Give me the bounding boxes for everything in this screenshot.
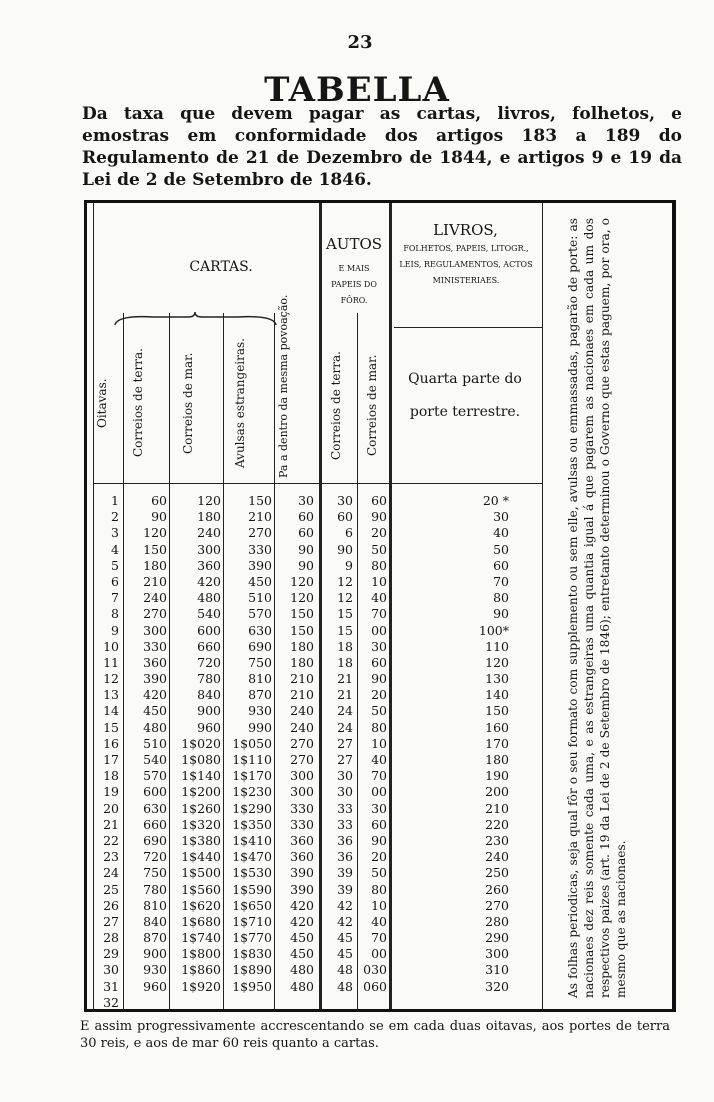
group-livros-sub: FOLHETOS, PAPEIS, LITOGR., LEIS, REGULAMENTOS, ACTOS MINISTERIAES. <box>399 244 533 285</box>
cell-dentro-9: 150 <box>290 622 314 638</box>
cell-dentro-30: 480 <box>290 962 314 978</box>
cell-avulsas-2: 210 <box>248 509 272 525</box>
cell-oitavas-18: 18 <box>103 768 119 784</box>
cell-mar-20: 1$260 <box>181 800 221 816</box>
cell-avulsas-29: 1$830 <box>232 946 272 962</box>
column-oitavas <box>95 493 119 1011</box>
cell-dentro-12: 210 <box>290 671 314 687</box>
cell-mar-15: 960 <box>197 719 221 735</box>
cell-mar-22: 1$380 <box>181 832 221 848</box>
cell-mar-1: 120 <box>197 493 221 508</box>
cell-dentro-19: 300 <box>290 784 314 800</box>
cell-mar-16: 1$020 <box>181 735 221 751</box>
cell-dentro-10: 180 <box>290 638 314 654</box>
cell-oitavas-5: 5 <box>111 557 119 573</box>
cell-oitavas-1: 1 <box>111 493 119 508</box>
cell-mar-32 <box>171 995 221 1011</box>
cell-livros-30: 310 <box>485 962 509 978</box>
column-autos-mar <box>359 493 387 1011</box>
cell-avulsas-5: 390 <box>248 557 272 573</box>
cell-dentro-20: 330 <box>290 800 314 816</box>
cell-mar-30: 1$860 <box>181 962 221 978</box>
cell-autos-terra-16: 27 <box>337 735 353 751</box>
cell-terra-16: 510 <box>143 735 167 751</box>
cell-oitavas-20: 20 <box>103 800 119 816</box>
cell-avulsas-28: 1$770 <box>232 930 272 946</box>
cell-terra-1: 60 <box>151 493 167 508</box>
cell-autos-mar-2: 90 <box>371 509 387 525</box>
column-autos-terra <box>323 493 353 1011</box>
cell-autos-terra-10: 18 <box>337 638 353 654</box>
cell-autos-mar-31: 060 <box>363 978 387 994</box>
cell-oitavas-28: 28 <box>103 930 119 946</box>
cell-avulsas-20: 1$290 <box>232 800 272 816</box>
cell-mar-4: 300 <box>197 541 221 557</box>
cell-oitavas-10: 10 <box>103 638 119 654</box>
cell-dentro-11: 180 <box>290 654 314 670</box>
cell-dentro-21: 330 <box>290 816 314 832</box>
cell-avulsas-16: 1$050 <box>232 735 272 751</box>
cell-terra-27: 840 <box>143 913 167 929</box>
cell-livros-15: 160 <box>485 719 509 735</box>
cell-autos-mar-24: 50 <box>371 865 387 881</box>
cell-autos-terra-23: 36 <box>337 849 353 865</box>
cell-mar-19: 1$200 <box>181 784 221 800</box>
cell-autos-terra-11: 18 <box>337 654 353 670</box>
cell-livros-6: 70 <box>493 573 509 589</box>
cell-livros-22: 230 <box>485 832 509 848</box>
cell-autos-terra-27: 42 <box>337 913 353 929</box>
cell-avulsas-1: 150 <box>248 493 272 508</box>
cell-mar-26: 1$620 <box>181 897 221 913</box>
cell-oitavas-32: 32 <box>103 994 119 1010</box>
cell-autos-terra-8: 15 <box>337 606 353 622</box>
cell-mar-21: 1$320 <box>181 816 221 832</box>
cell-avulsas-32 <box>225 995 272 1011</box>
cell-avulsas-4: 330 <box>248 541 272 557</box>
cell-oitavas-2: 2 <box>111 509 119 525</box>
column-cartas-mar <box>171 493 221 1011</box>
cell-autos-mar-23: 20 <box>371 849 387 865</box>
cell-autos-mar-27: 40 <box>371 913 387 929</box>
cell-avulsas-7: 510 <box>248 590 272 606</box>
cell-terra-21: 660 <box>143 816 167 832</box>
cell-dentro-2: 60 <box>298 509 314 525</box>
cell-terra-25: 780 <box>143 881 167 897</box>
cell-autos-mar-3: 20 <box>371 525 387 541</box>
cell-autos-mar-16: 10 <box>371 735 387 751</box>
cell-terra-12: 390 <box>143 671 167 687</box>
cell-livros-25: 260 <box>485 881 509 897</box>
cell-mar-8: 540 <box>197 606 221 622</box>
cell-livros-32 <box>397 995 509 1011</box>
cell-terra-19: 600 <box>143 784 167 800</box>
cell-dentro-22: 360 <box>290 832 314 848</box>
cell-dentro-3: 60 <box>298 525 314 541</box>
cell-dentro-32 <box>276 995 314 1011</box>
cell-autos-terra-20: 33 <box>337 800 353 816</box>
cell-oitavas-17: 17 <box>103 752 119 767</box>
cell-autos-terra-19: 30 <box>337 784 353 800</box>
cell-livros-2: 30 <box>493 509 509 525</box>
col-header-mar: Correios de mar. <box>181 352 195 454</box>
cell-dentro-18: 300 <box>290 768 314 784</box>
cell-autos-mar-7: 40 <box>371 590 387 606</box>
cell-mar-6: 420 <box>197 573 221 589</box>
cell-autos-terra-3: 6 <box>345 525 353 541</box>
cell-autos-terra-31: 48 <box>337 978 353 994</box>
cell-autos-mar-9: 00 <box>371 622 387 638</box>
cell-autos-mar-22: 90 <box>371 832 387 848</box>
cell-oitavas-12: 12 <box>103 671 119 687</box>
cell-dentro-5: 90 <box>298 557 314 573</box>
cell-autos-terra-29: 45 <box>337 946 353 962</box>
cell-avulsas-15: 990 <box>248 719 272 735</box>
cell-autos-mar-15: 80 <box>371 719 387 735</box>
cell-oitavas-13: 13 <box>103 687 119 703</box>
cell-autos-mar-12: 90 <box>371 671 387 687</box>
group-autos-sub: E MAIS PAPEIS DO FÔRO. <box>331 264 377 305</box>
cell-oitavas-4: 4 <box>111 541 119 557</box>
cell-terra-7: 240 <box>143 590 167 606</box>
cell-terra-6: 210 <box>143 573 167 589</box>
cell-dentro-27: 420 <box>290 913 314 929</box>
cell-livros-17: 180 <box>485 752 509 767</box>
cell-autos-terra-30: 48 <box>337 962 353 978</box>
cartas-brace <box>113 311 278 327</box>
cell-oitavas-6: 6 <box>111 573 119 589</box>
cell-oitavas-30: 30 <box>103 962 119 978</box>
cell-livros-9: 100* <box>478 622 509 638</box>
cell-avulsas-13: 870 <box>248 687 272 703</box>
cell-oitavas-8: 8 <box>111 606 119 622</box>
cell-livros-24: 250 <box>485 865 509 881</box>
cell-autos-terra-17: 27 <box>337 752 353 767</box>
cell-livros-21: 220 <box>485 816 509 832</box>
cell-terra-24: 750 <box>143 865 167 881</box>
cell-autos-terra-28: 45 <box>337 930 353 946</box>
cell-dentro-8: 150 <box>290 606 314 622</box>
cell-livros-14: 150 <box>485 703 509 719</box>
cell-mar-12: 780 <box>197 671 221 687</box>
cell-autos-terra-2: 60 <box>337 509 353 525</box>
cell-autos-terra-15: 24 <box>337 719 353 735</box>
cell-terra-31: 960 <box>143 978 167 994</box>
cell-avulsas-23: 1$470 <box>232 849 272 865</box>
cell-autos-mar-30: 030 <box>363 962 387 978</box>
cell-terra-23: 720 <box>143 849 167 865</box>
cell-terra-14: 450 <box>143 703 167 719</box>
cell-oitavas-9: 9 <box>111 622 119 638</box>
cell-avulsas-6: 450 <box>248 573 272 589</box>
cell-dentro-16: 270 <box>290 735 314 751</box>
cell-mar-11: 720 <box>197 654 221 670</box>
cell-avulsas-18: 1$170 <box>232 768 272 784</box>
cell-terra-13: 420 <box>143 687 167 703</box>
cell-autos-mar-20: 30 <box>371 800 387 816</box>
cell-livros-23: 240 <box>485 849 509 865</box>
cell-oitavas-31: 31 <box>103 978 119 994</box>
cell-autos-terra-22: 36 <box>337 832 353 848</box>
cell-mar-14: 900 <box>197 703 221 719</box>
cell-terra-28: 870 <box>143 930 167 946</box>
cell-autos-mar-11: 60 <box>371 654 387 670</box>
cell-terra-11: 360 <box>143 654 167 670</box>
cell-terra-20: 630 <box>143 800 167 816</box>
cell-avulsas-30: 1$890 <box>232 962 272 978</box>
cell-autos-terra-14: 24 <box>337 703 353 719</box>
cell-livros-3: 40 <box>493 525 509 541</box>
cell-autos-mar-14: 50 <box>371 703 387 719</box>
cell-autos-mar-28: 70 <box>371 930 387 946</box>
cell-livros-7: 80 <box>493 590 509 606</box>
cell-livros-18: 190 <box>485 768 509 784</box>
cell-autos-mar-8: 70 <box>371 606 387 622</box>
cell-mar-2: 180 <box>197 509 221 525</box>
cell-oitavas-21: 21 <box>103 816 119 832</box>
cell-autos-terra-24: 39 <box>337 865 353 881</box>
cell-mar-23: 1$440 <box>181 849 221 865</box>
cell-autos-terra-4: 90 <box>337 541 353 557</box>
cell-dentro-29: 450 <box>290 946 314 962</box>
cell-oitavas-7: 7 <box>111 590 119 606</box>
column-dentro-povoacao <box>276 493 314 1011</box>
cell-oitavas-15: 15 <box>103 719 119 735</box>
cell-avulsas-10: 690 <box>248 638 272 654</box>
cell-autos-mar-1: 60 <box>371 493 387 508</box>
cell-livros-8: 90 <box>493 606 509 622</box>
group-livros: LIVROS, <box>433 221 498 239</box>
cell-terra-3: 120 <box>143 525 167 541</box>
column-livros <box>397 493 509 1011</box>
cell-oitavas-23: 23 <box>103 849 119 865</box>
cell-dentro-13: 210 <box>290 687 314 703</box>
cell-terra-22: 690 <box>143 832 167 848</box>
cell-terra-26: 810 <box>143 897 167 913</box>
cell-oitavas-25: 25 <box>103 881 119 897</box>
cell-livros-19: 200 <box>485 784 509 800</box>
cell-mar-24: 1$500 <box>181 865 221 881</box>
cell-autos-mar-26: 10 <box>371 897 387 913</box>
cell-autos-mar-21: 60 <box>371 816 387 832</box>
cell-dentro-26: 420 <box>290 897 314 913</box>
cell-oitavas-14: 14 <box>103 703 119 719</box>
cell-mar-7: 480 <box>197 590 221 606</box>
cell-avulsas-31: 1$950 <box>232 978 272 994</box>
cell-dentro-23: 360 <box>290 849 314 865</box>
livros-body-text: Quarta parte do porte terrestre. <box>408 371 522 420</box>
cell-livros-27: 280 <box>485 913 509 929</box>
cell-oitavas-16: 16 <box>103 735 119 751</box>
cell-livros-28: 290 <box>485 930 509 946</box>
cell-mar-31: 1$920 <box>181 978 221 994</box>
cell-livros-13: 140 <box>485 687 509 703</box>
cell-autos-mar-5: 80 <box>371 557 387 573</box>
col-header-oitavas: Oitavas. <box>95 378 109 428</box>
cell-oitavas-24: 24 <box>103 865 119 881</box>
cell-avulsas-3: 270 <box>248 525 272 541</box>
cell-autos-mar-18: 70 <box>371 768 387 784</box>
col-header-terra: Correios de terra. <box>131 348 145 458</box>
cell-livros-5: 60 <box>493 557 509 573</box>
cell-dentro-1: 30 <box>298 493 314 508</box>
cell-livros-4: 50 <box>493 541 509 557</box>
subtitle: Da taxa que devem pagar as cartas, livros, folhetos, e emostras em conformidade dos artigos 183 a 189 do Regulamento de 21 de Dezembro de 1844, e artigos 9 e 19 da Lei de 2 de Setembro de 1846. <box>82 104 682 190</box>
cell-autos-mar-25: 80 <box>371 881 387 897</box>
cell-mar-9: 600 <box>197 622 221 638</box>
cell-livros-16: 170 <box>485 735 509 751</box>
cell-autos-terra-26: 42 <box>337 897 353 913</box>
cell-dentro-7: 120 <box>290 590 314 606</box>
cell-livros-29: 300 <box>485 946 509 962</box>
cell-livros-11: 120 <box>485 654 509 670</box>
cell-dentro-15: 240 <box>290 719 314 735</box>
cell-livros-10: 110 <box>485 638 509 654</box>
cell-autos-mar-19: 00 <box>371 784 387 800</box>
cell-livros-26: 270 <box>485 897 509 913</box>
column-avulsas <box>225 493 272 1011</box>
cell-avulsas-17: 1$110 <box>232 752 272 767</box>
cell-terra-4: 150 <box>143 541 167 557</box>
cell-livros-12: 130 <box>485 671 509 687</box>
cell-autos-terra-7: 12 <box>337 590 353 606</box>
cell-mar-18: 1$140 <box>181 768 221 784</box>
cell-autos-terra-12: 21 <box>337 671 353 687</box>
group-cartas: CARTAS. <box>189 259 253 275</box>
cell-avulsas-12: 810 <box>248 671 272 687</box>
cell-avulsas-22: 1$410 <box>232 832 272 848</box>
cell-autos-mar-6: 10 <box>371 573 387 589</box>
cell-dentro-17: 270 <box>290 752 314 767</box>
column-cartas-terra <box>125 493 167 1011</box>
cell-avulsas-9: 630 <box>248 622 272 638</box>
cell-autos-terra-1: 30 <box>337 493 353 508</box>
group-autos: AUTOS <box>325 235 383 253</box>
cell-oitavas-11: 11 <box>103 654 119 670</box>
cell-dentro-28: 450 <box>290 930 314 946</box>
cell-terra-2: 90 <box>151 509 167 525</box>
cell-terra-32 <box>125 995 167 1011</box>
cell-avulsas-26: 1$650 <box>232 897 272 913</box>
cell-oitavas-3: 3 <box>111 525 119 541</box>
cell-mar-5: 360 <box>197 557 221 573</box>
cell-mar-28: 1$740 <box>181 930 221 946</box>
col-header-dentro: Pa a dentro da mesma povoação. <box>277 294 290 478</box>
cell-oitavas-29: 29 <box>103 946 119 962</box>
cell-avulsas-11: 750 <box>248 654 272 670</box>
cell-autos-mar-4: 50 <box>371 541 387 557</box>
cell-avulsas-14: 930 <box>248 703 272 719</box>
cell-dentro-31: 480 <box>290 978 314 994</box>
cell-autos-mar-13: 20 <box>371 687 387 703</box>
cell-autos-terra-13: 21 <box>337 687 353 703</box>
cell-livros-20: 210 <box>485 800 509 816</box>
cell-livros-1: 20 * <box>482 493 509 508</box>
cell-dentro-24: 390 <box>290 865 314 881</box>
right-note: As folhas periodicas, seja qual fôr o seu formato com supplemento ou sem elle, avulsas ou emmassadas, pagarão de porte: as nacionaes dez reis somente cada uma, e as estrangeiras uma quantia igual á que pagarem as nacionaes em cada um dos respectivos paizes (art. 19 da Lei de 2 de Setembro de 1846); entretanto determinou o Governo que estas paguem, por ora, o mesmo que as nacionaes. <box>566 218 628 998</box>
cell-terra-30: 930 <box>143 962 167 978</box>
cell-avulsas-25: 1$590 <box>232 881 272 897</box>
cell-autos-terra-21: 33 <box>337 816 353 832</box>
cell-autos-mar-32 <box>359 995 387 1011</box>
cell-oitavas-26: 26 <box>103 897 119 913</box>
cell-mar-10: 660 <box>197 638 221 654</box>
cell-terra-29: 900 <box>143 946 167 962</box>
cell-autos-mar-29: 00 <box>371 946 387 962</box>
cell-dentro-6: 120 <box>290 573 314 589</box>
cell-terra-15: 480 <box>143 719 167 735</box>
cell-terra-17: 540 <box>143 752 167 767</box>
rate-table <box>84 200 676 1012</box>
cell-dentro-4: 90 <box>298 541 314 557</box>
cell-terra-5: 180 <box>143 557 167 573</box>
cell-terra-18: 570 <box>143 768 167 784</box>
col-header-avulsas: Avulsas estrangeiras. <box>233 338 247 468</box>
page-title: TABELLA <box>264 70 450 110</box>
cell-autos-terra-32 <box>323 995 353 1011</box>
col-header-autos-terra: Correios de terra. <box>329 351 343 460</box>
cell-terra-8: 270 <box>143 606 167 622</box>
cell-autos-terra-25: 39 <box>337 881 353 897</box>
cell-terra-10: 330 <box>143 638 167 654</box>
cell-mar-25: 1$560 <box>181 881 221 897</box>
cell-avulsas-21: 1$350 <box>232 816 272 832</box>
page-number: 23 <box>347 32 373 53</box>
cell-mar-13: 840 <box>197 687 221 703</box>
cell-mar-17: 1$080 <box>181 752 221 767</box>
cell-avulsas-24: 1$530 <box>232 865 272 881</box>
cell-oitavas-27: 27 <box>103 913 119 929</box>
cell-mar-29: 1$800 <box>181 946 221 962</box>
cell-dentro-25: 390 <box>290 881 314 897</box>
cell-autos-mar-17: 40 <box>371 752 387 767</box>
cell-mar-27: 1$680 <box>181 913 221 929</box>
cell-avulsas-8: 570 <box>248 606 272 622</box>
cell-oitavas-22: 22 <box>103 832 119 848</box>
cell-autos-terra-18: 30 <box>337 768 353 784</box>
col-header-autos-mar: Correios de mar. <box>365 354 379 457</box>
footer-note: E assim progressivamente accrescentando se em cada duas oitavas, aos portes de terra 30 reis, e aos de mar 60 reis quanto a cartas. <box>80 1019 670 1051</box>
cell-oitavas-19: 19 <box>103 784 119 800</box>
cell-dentro-14: 240 <box>290 703 314 719</box>
cell-terra-9: 300 <box>143 622 167 638</box>
cell-autos-terra-5: 9 <box>345 557 353 573</box>
cell-avulsas-27: 1$710 <box>232 913 272 929</box>
cell-autos-terra-9: 15 <box>337 622 353 638</box>
cell-livros-31: 320 <box>485 978 509 994</box>
cell-autos-terra-6: 12 <box>337 573 353 589</box>
cell-mar-3: 240 <box>197 525 221 541</box>
cell-autos-mar-10: 30 <box>371 638 387 654</box>
cell-avulsas-19: 1$230 <box>232 784 272 800</box>
